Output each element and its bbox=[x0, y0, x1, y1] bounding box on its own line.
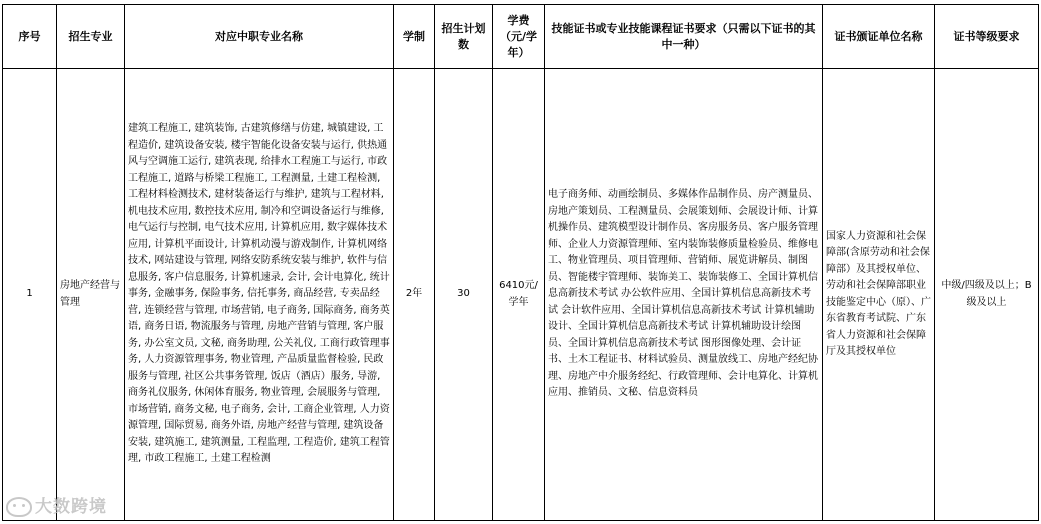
header-duration: 学制 bbox=[394, 5, 435, 69]
header-cert-req: 技能证书或专业技能课程证书要求（只需以下证书的其中一种） bbox=[545, 5, 823, 69]
header-major: 招生专业 bbox=[57, 5, 125, 69]
watermark-logo-icon bbox=[6, 497, 32, 517]
cell-quota: 30 bbox=[435, 69, 493, 521]
cell-duration: 2年 bbox=[394, 69, 435, 521]
cell-major: 房地产经营与管理 bbox=[57, 69, 125, 521]
watermark bbox=[6, 492, 107, 517]
header-quota: 招生计划数 bbox=[435, 5, 493, 69]
cell-vocational: 建筑工程施工, 建筑装饰, 古建筑修缮与仿建, 城镇建设, 工程造价, 建筑设备安装, 楼宇智能化设备安装与运行, 供热通风与空调施工运行, 建筑表现, 给排水工程施工与运行, 市政工程施工, 道路与桥梁工程施工, 工程测量, 土建工程检测, 工程材料检测技术, 建材装备运行与维护, 建筑与工程材料, 机电技术应用, 数控技术应用, 制冷和空调设备运行与维修, 电气运行与控制, 电气技术应用, 计算机应用, 数字媒体技术应用, 计算机平面设计, 计算机动漫与游戏制作, 计算机网络技术, 网站建设与管理, 网络安防系统安装与维护, 软件与信息服务, 客户信息服务, 计算机速录, 会计, 会计电算化, 统计事务, 金融事务, 保险事务, 信托事务, 商品经营, 专卖品经营, 连锁经营与管理, 市场营销, 电子商务, 国际商务, 商务英语, 商务日语, 物流服务与管理, 房地产营销与管理, 客户服务, 办公室文员, 文秘, 商务助理, 公关礼仪, 工商行政管理事务, 人力资源管理事务, 物业管理, 产品质量监督检验, 民政服务与管理, 社区公共事务管理, 饭店（酒店）服务, 导游, 商务礼仪服务, 休闲体育服务, 物业管理, 会展服务与管理, 市场营销, 商务文秘, 电子商务, 会计, 工商企业管理, 人力资源管理, 国际贸易, 商务外语, 房地产经营与管理, 建筑设备安装, 建筑施工, 建筑测量, 工程监理, 工程造价, 建筑工程管理, 市政工程施工, 土建工程检测 bbox=[125, 69, 394, 521]
table-row bbox=[3, 69, 1039, 521]
cell-cert-req: 电子商务师、动画绘制员、多媒体作品制作员、房产测量员、房地产策划员、工程测量员、会展策划师、会展设计师、计算机操作员、建筑模型设计制作员、客房服务员、客户服务管理师、企业人力资源管理师、室内装饰装修质量检验员、维修电工、物业管理员、项目管理师、营销师、展览讲解员、制图员、智能楼宇管理师、装饰美工、装饰装修工、全国计算机信息高新技术考试 办公软件应用、全国计算机信息高新技术考试 会计软件应用、全国计算机信息高新技术考试 计算机辅助设计、全国计算机信息高新技术考试 计算机辅助设计绘图员、全国计算机信息高新技术考试 图形图像处理、会计证书、土木工程证书、材料试验员、测量放线工、房地产经纪协理、房地产中介服务经纪、行政管理师、会计电算化、计算机应用、推销员、文秘、信息资料员 bbox=[545, 69, 823, 521]
cell-issuer: 国家人力资源和社会保障部(含原劳动和社会保障部）及其授权单位、劳动和社会保障部职业技能鉴定中心（原）、广东省教育考试院、广东省人力资源和社会保障厅及其授权单位 bbox=[823, 69, 935, 521]
cell-level: 中级/四级及以上；B级及以上 bbox=[935, 69, 1039, 521]
cell-seq: 1 bbox=[3, 69, 57, 521]
header-level: 证书等级要求 bbox=[935, 5, 1039, 69]
cell-tuition: 6410元/学年 bbox=[493, 69, 545, 521]
header-tuition: 学费（元/学年） bbox=[493, 5, 545, 69]
enrollment-table bbox=[2, 4, 1039, 521]
header-issuer: 证书颁证单位名称 bbox=[823, 5, 935, 69]
watermark-text: 大数跨境 bbox=[35, 497, 107, 517]
header-vocational: 对应中职专业名称 bbox=[125, 5, 394, 69]
header-row bbox=[3, 5, 1039, 69]
header-seq: 序号 bbox=[3, 5, 57, 69]
